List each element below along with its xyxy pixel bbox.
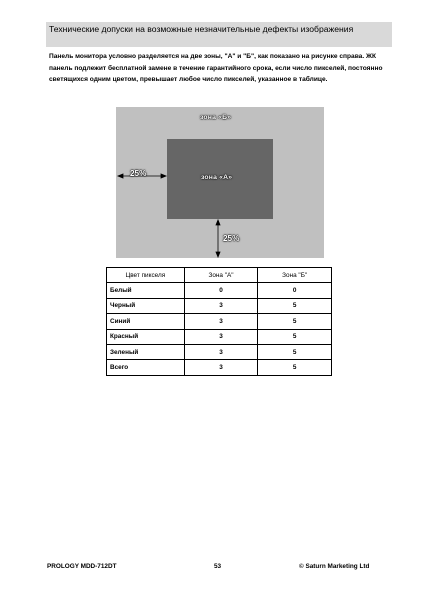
zone-b-cell: 5 (258, 298, 332, 313)
table-row (107, 329, 332, 344)
zone-a-cell: 3 (184, 298, 258, 313)
zone-diagram (116, 107, 324, 258)
zone-b-cell: 5 (258, 344, 332, 359)
zone-a-cell: 3 (184, 329, 258, 344)
section-title: Технические допуски на возможные незначительные дефекты изображения (49, 24, 354, 34)
column-header: Зона "А" (184, 268, 258, 283)
margin-arrows (116, 107, 324, 258)
zone-a-cell: 3 (184, 360, 258, 375)
row-label: Всего (107, 360, 185, 375)
table-row (107, 298, 332, 313)
footer-copyright: © Saturn Marketing Ltd (299, 563, 370, 570)
row-label: Белый (107, 283, 185, 298)
zone-b-label: зона «Б» (200, 114, 232, 121)
section-header (46, 22, 392, 47)
row-label: Черный (107, 298, 185, 313)
zone-b-cell: 5 (258, 360, 332, 375)
zone-a-cell: 3 (184, 344, 258, 359)
zone-b-cell: 5 (258, 329, 332, 344)
intro-paragraph: Панель монитора условно разделяется на две зоны, "А" и "Б", как показано на рисунке справа. ЖК панель подлежит бесплатной замене в течение гарантийного срока, если число пикселей, постоянно светящихся одним цветом, превышает любое число пикселей, указанное в таблице. (49, 53, 383, 84)
zone-b-cell: 5 (258, 314, 332, 329)
column-header: Зона "Б" (258, 268, 332, 283)
left-margin-label: 25% (130, 169, 147, 178)
column-header: Цвет пикселя (107, 268, 185, 283)
page-number: 53 (214, 563, 222, 570)
zone-a-cell: 3 (184, 314, 258, 329)
bottom-margin-label: 25% (223, 234, 240, 243)
table-row (107, 360, 332, 375)
zone-a-label: зона «А» (201, 174, 233, 181)
zone-b-cell: 0 (258, 283, 332, 298)
row-label: Красный (107, 329, 185, 344)
defects-table (106, 267, 332, 376)
row-label: Синий (107, 314, 185, 329)
table-row (107, 344, 332, 359)
table-header-row (107, 268, 332, 283)
row-label: Зеленый (107, 344, 185, 359)
table-row (107, 314, 332, 329)
zone-a-cell: 0 (184, 283, 258, 298)
footer-model: PROLOGY MDD-712DT (47, 563, 117, 570)
table-row (107, 283, 332, 298)
